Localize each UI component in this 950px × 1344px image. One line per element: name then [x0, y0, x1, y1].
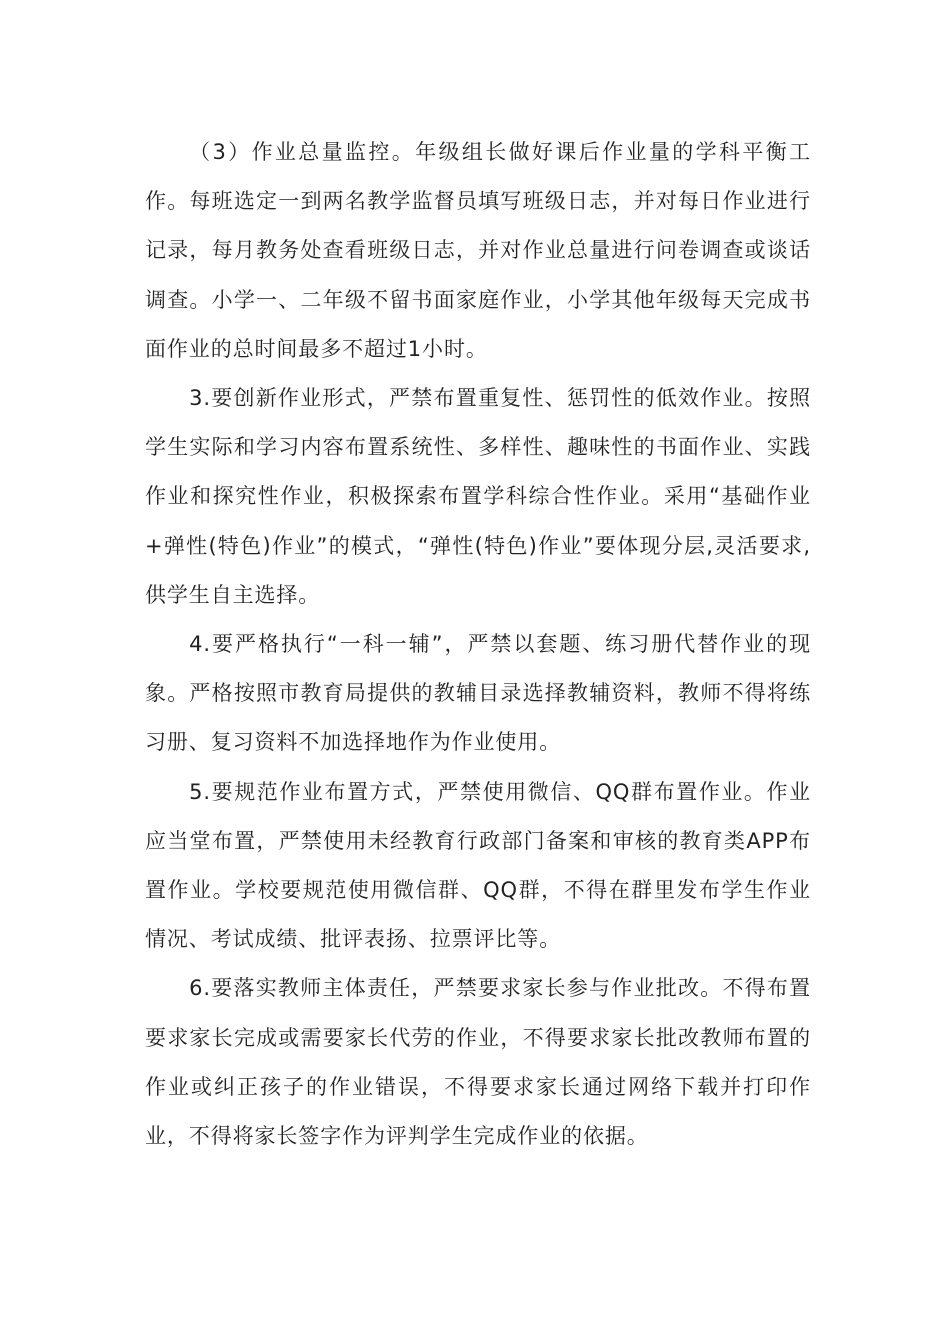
document-body	[145, 128, 811, 1161]
paragraph-workload-monitoring: （3）作业总量监控。年级组长做好课后作业量的学科平衡工作。每班选定一到两名教学监督员填写班级日志，并对每日作业进行记录，每月教务处查看班级日志，并对作业总量进行问卷调查或谈话调查。小学一、二年级不留书面家庭作业，小学其他年级每天完成书面作业的总时间最多不超过1小时。	[145, 140, 811, 361]
paragraph-innovate-homework: 3.要创新作业形式，严禁布置重复性、惩罚性的低效作业。按照学生实际和学习内容布置系统性、多样性、趣味性的书面作业、实践作业和探究性作业，积极探索布置学科综合性作业。采用“基础作业+弹性(特色)作业”的模式，“弹性(特色)作业”要体现分层,灵活要求,供学生自主选择。	[145, 386, 811, 607]
paragraph-one-subject-one-aid: 4.要严格执行“一科一辅”，严禁以套题、练习册代替作业的现象。严格按照市教育局提供的教辅目录选择教辅资料，教师不得将练习册、复习资料不加选择地作为作业使用。	[145, 632, 811, 755]
paragraph-assignment-method: 5.要规范作业布置方式，严禁使用微信、QQ群布置作业。作业应当堂布置，严禁使用未经教育行政部门备案和审核的教育类APP布置作业。学校要规范使用微信群、QQ群，不得在群里发布学生作业情况、考试成绩、批评表扬、拉票评比等。	[145, 779, 811, 952]
paragraph-teacher-responsibility: 6.要落实教师主体责任，严禁要求家长参与作业批改。不得布置要求家长完成或需要家长代劳的作业，不得要求家长批改教师布置的作业或纠正孩子的作业错误，不得要求家长通过网络下载并打印作业，不得将家长签字作为评判学生完成作业的依据。	[145, 976, 811, 1149]
